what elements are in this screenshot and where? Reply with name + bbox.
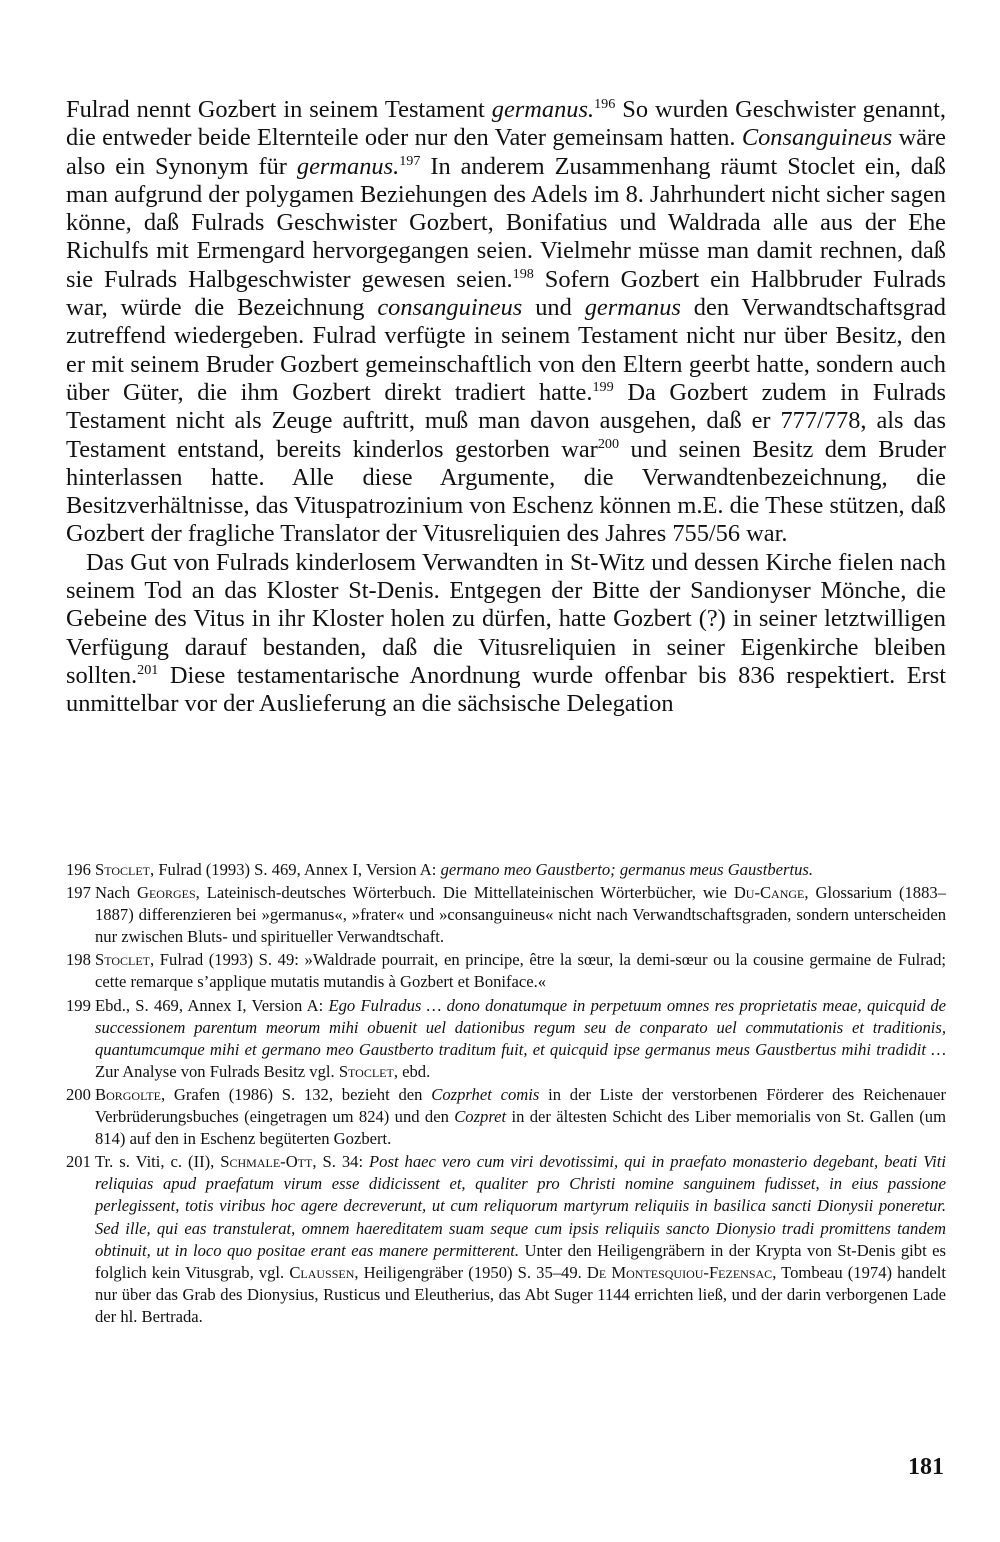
footnote-number: 197 bbox=[66, 883, 91, 903]
text-run: , Fulrad (1993) S. 49: »Waldrade pourrait, en principe, être la sœur, la demi-sœur ou la cousine germaine de Fulrad; cette remarque s’applique mutatis mutandis à Gozbert et Boniface.« bbox=[95, 950, 946, 992]
footnote-ref: 196 bbox=[594, 96, 616, 113]
footnote-number: 201 bbox=[66, 1152, 91, 1172]
text-run: In anderem Zusammenhang räumt Stoclet ein, daß man aufgrund der polygamen Beziehungen des Adels im 8. Jahrhundert nicht sicher sagen könne, daß Fulrads Geschwister Gozbert, Bonifatius und Waldrada alle aus der Ehe Richulfs mit Ermengard hervorgegangen seien. Vielmehr müsse man damit rechnen, daß sie Fulrads Halbgeschwister gewesen seien. bbox=[66, 152, 946, 293]
text-run: , Lateinisch-deutsches Wörterbuch. Die Mittellateinischen Wörterbücher, wie bbox=[195, 883, 734, 903]
italic-text: Ego Fulradus … dono donatumque in perpetuum omnes res proprietatis meae, quicquid de successionem parentum meorum mihi obuenit uel dationibus regum seu de conparato uel commutationis et traditionis, quantumcumque mihi et germano meo Gaustberto traditum fuit, et quicquid ipse germanus meus Gaustbertus mihi tradidit … bbox=[95, 995, 946, 1059]
author-name: Schmale-Ott bbox=[220, 1152, 313, 1172]
footnote-ref: 199 bbox=[592, 379, 614, 396]
author-name: Stoclet bbox=[95, 860, 151, 879]
text-run: wäre also ein Synonym für bbox=[66, 124, 946, 180]
footnote bbox=[66, 882, 946, 948]
text-run: , Glossarium (1883–1887) differenzieren bei »germanus«, »frater« und »consanguineus« nicht nach Verwandtschaftsgraden, sondern unterscheiden nur zwischen Bluts- und spiritueller Verwandtschaft. bbox=[95, 883, 946, 947]
footnotes bbox=[66, 859, 946, 1329]
text-run: und seinen Besitz dem Bruder hinterlassen hatte. Alle diese Argumente, die Verwandtenbezeichnung, die Besitzverhältnisse, das Vituspatrozinium von Eschenz können m.E. die These stützen, daß Gozbert der fragliche Translator der Vitusreliquien des Jahres 755/56 war. bbox=[66, 435, 946, 548]
footnote-text bbox=[95, 859, 946, 881]
footnote-ref: 201 bbox=[137, 662, 159, 679]
footnote-number: 199 bbox=[66, 995, 91, 1015]
italic-text: germanus. bbox=[296, 152, 400, 180]
text-run: , Heiligengräber (1950) S. 35–49. bbox=[354, 1262, 587, 1282]
text-run: , S. 34: bbox=[312, 1152, 370, 1172]
italic-text: Cozpret bbox=[454, 1107, 507, 1127]
footnote-text bbox=[95, 882, 946, 948]
text-run: , ebd. bbox=[393, 1061, 431, 1081]
footnote-number: 200 bbox=[66, 1084, 91, 1104]
footnote bbox=[66, 859, 946, 881]
text-run: Unter den Heiligengräbern in der Krypta von St-Denis gibt es folglich kein Vitusgrab, vgl. bbox=[95, 1240, 946, 1282]
author-name: Du-Cange bbox=[733, 883, 805, 903]
footnote-ref: 198 bbox=[512, 266, 534, 283]
italic-text: germanus bbox=[584, 294, 681, 322]
author-name: Georges bbox=[136, 883, 196, 903]
text-run: , Grafen (1986) S. 132, bezieht den bbox=[160, 1084, 432, 1104]
footnote-text bbox=[95, 1084, 946, 1150]
footnote-number: 196 bbox=[66, 860, 91, 879]
footnote-number: 198 bbox=[66, 950, 91, 970]
footnote bbox=[66, 1151, 946, 1328]
text-run: Ebd., S. 469, Annex I, Version A: bbox=[95, 995, 329, 1015]
italic-text: Post haec vero cum viri devotissimi, qui in praefato monasterio degebant, beati Viti reliquias apud praefatum virum esse didicissent et, qualiter pro Christi nomine sanguinem fudisset, in eius passione perlegissent, totis viribus hoc agere decreverunt, ut cum reliquorum martyrum reliquiis in basilica sancti Dionysii poneretur. Sed ille, qui eas transtulerat, omnem haereditatem suam seque cum ipsis reliquiis sancto Dionysio tradi promittens tandem obtinuit, ut in loco quo positae erant eas manere permitterent. bbox=[95, 1152, 946, 1260]
footnote-text bbox=[95, 995, 946, 1083]
italic-text: Cozprhet comis bbox=[431, 1084, 540, 1104]
text-run: Tr. s. Viti, c. (II), bbox=[95, 1152, 221, 1172]
text-run: Nach bbox=[95, 883, 137, 903]
footnote-text bbox=[95, 949, 946, 993]
text-run: Fulrad nennt Gozbert in seinem Testament bbox=[66, 96, 492, 123]
text-run: Sofern Gozbert ein Halbbruder Fulrads war, würde die Bezeichnung bbox=[66, 265, 946, 322]
italic-text: germanus. bbox=[491, 96, 595, 123]
text-run: So wurden Geschwister genannt, die entweder beide Elternteile oder nur den Vater gemeinsam hatten. bbox=[66, 96, 946, 152]
page-number: 181 bbox=[908, 1454, 944, 1480]
italic-text: germano meo Gaustberto; germanus meus Gaustbertus. bbox=[440, 860, 813, 879]
text-run: Da Gozbert zudem in Fulrads Testament nicht als Zeuge auftritt, muß man davon ausgehen, daß er 777/778, als das Testament entstand, bereits kinderlos gestorben war bbox=[66, 378, 946, 463]
author-name: De Montesquiou-Fezensac bbox=[586, 1262, 773, 1282]
text-run: Diese testamentarische Anordnung wurde offenbar bis 836 respektiert. Erst unmittelbar vor der Auslieferung an die sächsische Delegation bbox=[66, 661, 946, 718]
footnote-ref: 200 bbox=[597, 435, 620, 452]
footnote-ref: 197 bbox=[399, 152, 421, 169]
author-name: Borgolte bbox=[95, 1084, 161, 1104]
paragraph bbox=[66, 549, 946, 719]
text-run: , Fulrad (1993) S. 469, Annex I, Version A: bbox=[150, 860, 441, 879]
text-run: in der Liste der verstorbenen Förderer des Reichenauer Verbrüderungsbuches (eingetragen um 824) und den bbox=[95, 1084, 946, 1127]
text-run: in der ältesten Schicht des Liber memorialis von St. Gallen (um 814) auf den in Eschenz begüterten Gozbert. bbox=[95, 1107, 946, 1149]
text-run: Zur Analyse von Fulrads Besitz vgl. bbox=[95, 1061, 339, 1081]
author-name: Claussen bbox=[289, 1262, 355, 1282]
paragraph bbox=[66, 96, 946, 549]
italic-text: Consanguineus bbox=[741, 124, 893, 152]
footnote bbox=[66, 1084, 946, 1150]
italic-text: consanguineus bbox=[377, 294, 523, 322]
footnote bbox=[66, 949, 946, 993]
text-run: und bbox=[522, 294, 585, 322]
footnote-text bbox=[95, 1151, 946, 1328]
text-run: den Verwandtschaftsgrad zutreffend wiedergeben. Fulrad verfügte in seinem Testament nicht nur über Besitz, den er mit seinem Bruder Gozbert gemeinschaftlich von den Eltern geerbt hatte, sondern auch über Güter, die ihm Gozbert direkt tradiert hatte. bbox=[66, 294, 946, 406]
main-text bbox=[66, 96, 946, 719]
text-run: , Tombeau (1974) handelt nur über das Grab des Dionysius, Rusticus und Eleutherius, das Abt Suger 1144 errichten ließ, und der darin verborgenen Lade der hl. Bertrada. bbox=[95, 1262, 946, 1326]
author-name: Stoclet bbox=[338, 1061, 394, 1081]
text-run: Das Gut von Fulrads kinderlosem Verwandten in St-Witz und dessen Kirche fielen nach seinem Tod an das Kloster St-Denis. Entgegen der Bitte der Sandionyser Mönche, die Gebeine des Vitus in ihr Kloster holen zu dürfen, hatte Gozbert (?) in seiner letztwilligen Verfügung darauf bestanden, daß die Vitusreliquien in seiner Eigenkirche bleiben sollten. bbox=[66, 548, 946, 689]
footnote bbox=[66, 995, 946, 1083]
author-name: Stoclet bbox=[95, 950, 151, 970]
